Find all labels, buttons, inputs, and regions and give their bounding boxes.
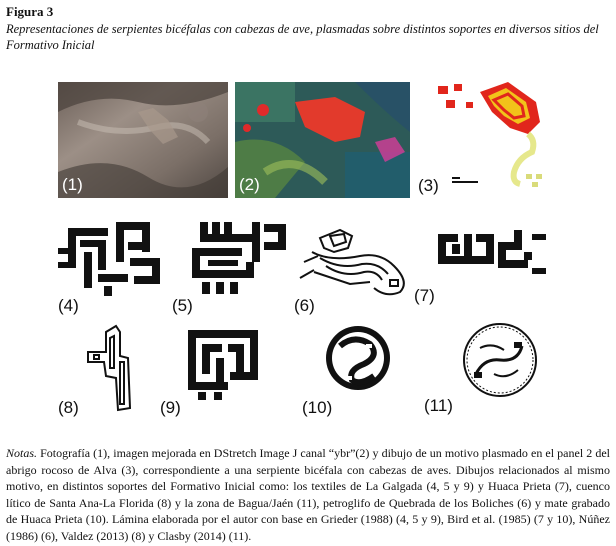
panel-9-label: (9) bbox=[160, 398, 181, 417]
panel-6-label: (6) bbox=[294, 296, 315, 315]
panel-6-drawing bbox=[290, 222, 420, 322]
figure-caption: Representaciones de serpientes bicéfalas con cabezas de ave, plasmadas sobre distintos soportes en diversos sitios del Formativo Inicial bbox=[6, 22, 599, 52]
panel-8-label: (8) bbox=[58, 398, 79, 417]
panel-3-label: (3) bbox=[418, 176, 439, 195]
panel-1-label: (1) bbox=[62, 175, 83, 194]
panel-11-drawing bbox=[418, 318, 548, 422]
panel-4-label: (4) bbox=[58, 296, 79, 315]
panel-4-drawing bbox=[58, 218, 168, 318]
panel-1-photo bbox=[58, 82, 228, 198]
panel-11-label: (11) bbox=[424, 396, 453, 415]
figure-notes bbox=[6, 445, 610, 545]
notes-lead: Notas. bbox=[6, 446, 38, 460]
panel-7-drawing bbox=[412, 224, 552, 314]
panel-5-label: (5) bbox=[172, 296, 193, 315]
panel-8-drawing bbox=[58, 318, 158, 422]
panel-9-drawing bbox=[158, 322, 278, 422]
figure-label: Figura 3 bbox=[6, 4, 54, 19]
notes-text: Fotografía (1), imagen mejorada en DStretch Image J canal “ybr”(2) y dibujo de un motivo plasmado en el panel 2 del abrigo rocoso de Alva (3), correspondiente a una serpiente bicéfala con cabezas de aves. Dibujos relacionados al mismo motivo, en distintos soportes del Formativo Inicial como: los textiles de La Galgada (4, 5 y 9) y Huaca Prieta (7), cuenco lítico de Santa Ana-La Florida (8) y la zona de Bagua/Jaén (11), petroglifo de Quebrada de los Boliches (6) y mate grabado de Huaca Prieta (10). Lámina elaborada por el autor con base en Grieder (1988) (4, 5 y 9), Bird et al. (1985) (7 y 10), Núñez (1986) (6), Valdez (2013) (8) y Clasby (2014) (11). bbox=[6, 446, 610, 543]
panel-3-drawing bbox=[418, 78, 568, 198]
panel-5-drawing bbox=[172, 218, 292, 318]
panel-2-label: (2) bbox=[239, 175, 260, 194]
panel-2-photo bbox=[235, 82, 410, 198]
panel-10-label: (10) bbox=[302, 398, 333, 417]
panel-10-drawing bbox=[300, 320, 410, 424]
panel-7-label: (7) bbox=[414, 286, 435, 305]
